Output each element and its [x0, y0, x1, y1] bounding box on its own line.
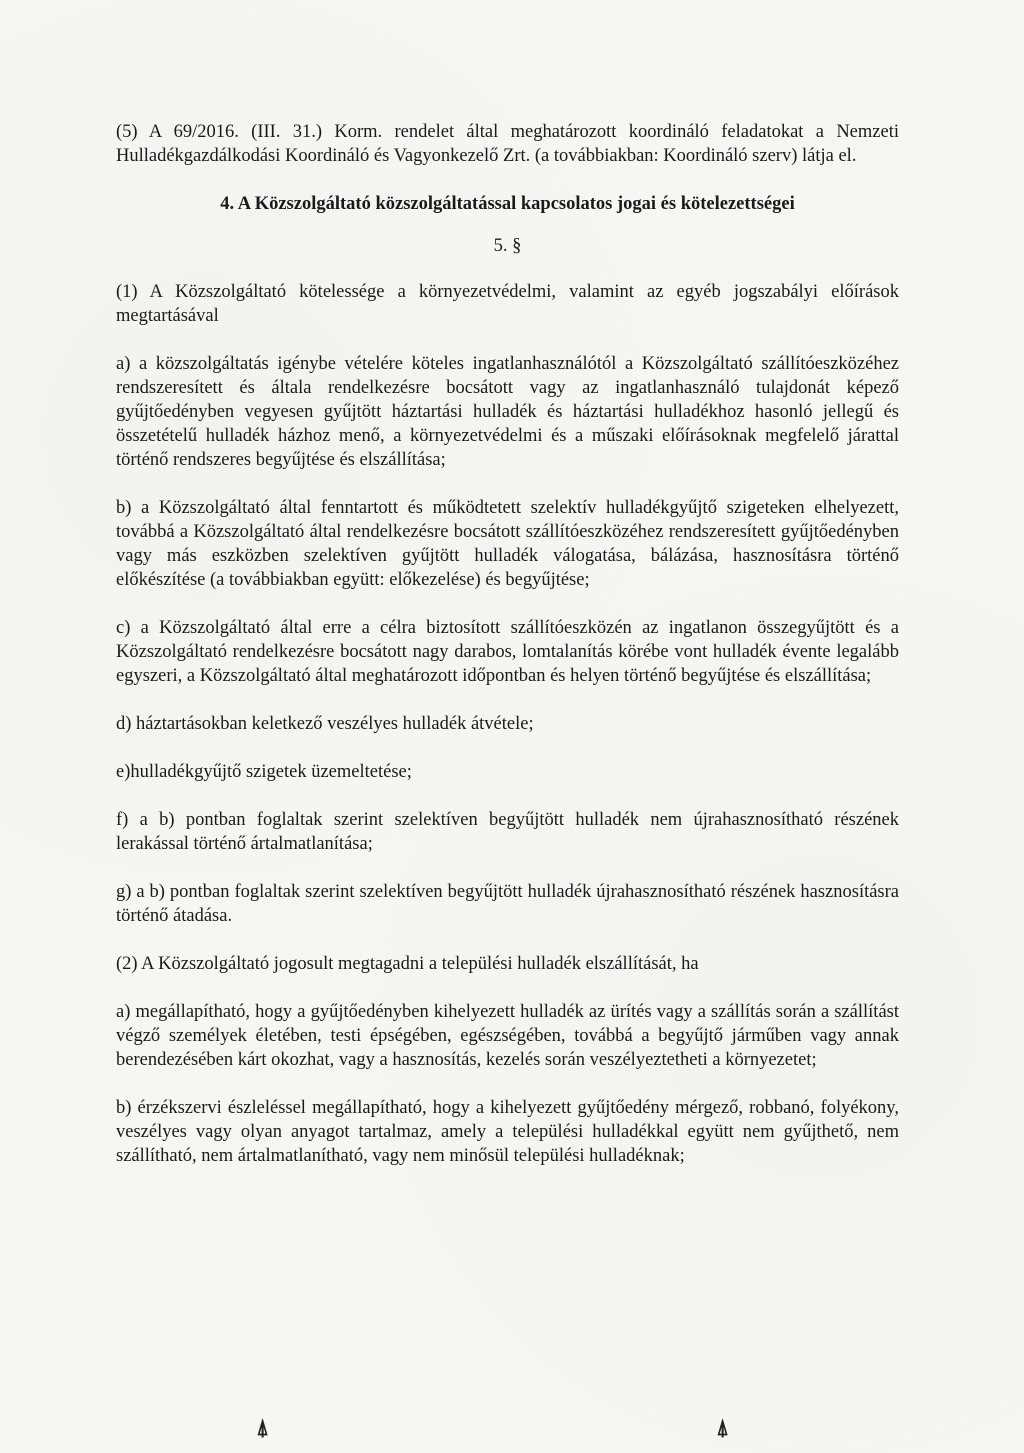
paragraph-1c: c) a Közszolgáltató által erre a célra biztosított szállítóeszközén az ingatlanon összegyűjtött és a Közszolgáltató rendelkezésre bocsátott nagy darabos, lomtalanítás körébe vont hulladék évente legalább egyszeri, a Közszolgáltató által meghatározott időpontban és helyen történő begyűjtése és elszállítása;	[116, 618, 899, 686]
paragraph-1: (1) A Közszolgáltató kötelessége a környezetvédelmi, valamint az egyéb jogszabályi előírások megtartásával	[116, 282, 899, 326]
paragraph-1g: g) a b) pontban foglaltak szerint szelektíven begyűjtött hulladék újrahasznosítható részének hasznosításra történő átadása.	[116, 882, 899, 926]
paragraph-1a: a) a közszolgáltatás igénybe vételére köteles ingatlanhasználótól a Közszolgáltató szállítóeszközéhez rendszeresített és általa rendelkezésre bocsátott vagy az ingatlanhasználó tulajdonát képező gyűjtőedényben vegyesen gyűjtött háztartási hulladék és háztartási hulladékhoz hasonló jellegű és összetételű hulladék házhoz menő, a környezetvédelmi és a műszaki előírásoknak megfelelő járattal történő rendszeres begyűjtése és elszállítása;	[116, 354, 899, 470]
section-number: 5. §	[493, 236, 522, 256]
paragraph-2a: a) megállapítható, hogy a gyűjtőedényben kihelyezett hulladék az ürítés vagy a szállítás során a szállítást végző személyek életében, testi épségében, egészségében, továbbá a begyűjtő járműben vagy annak berendezésében kárt okozhat, vagy a hasznosítás, kezelés során veszélyeztetheti a környezetet;	[116, 1002, 899, 1070]
footer-mark-right: ⍋	[716, 1416, 730, 1441]
paragraph-1d: d) háztartásokban keletkező veszélyes hulladék átvétele;	[116, 714, 534, 734]
paragraph-2: (2) A Közszolgáltató jogosult megtagadni a települési hulladék elszállítását, ha	[116, 954, 699, 974]
paragraph-2b: b) érzékszervi észleléssel megállapítható, hogy a kihelyezett gyűjtőedény mérgező, robbanó, folyékony, veszélyes vagy olyan anyagot tartalmaz, amely a települési hulladékkal együtt nem gyűjthető, nem szállítható, nem ártalmatlanítható, vagy nem minősül települési hulladéknak;	[116, 1098, 899, 1166]
paragraph-1b: b) a Közszolgáltató által fenntartott és működtetett szelektív hulladékgyűjtő szigeteken elhelyezett, továbbá a Közszolgáltató által rendelkezésre bocsátott szállítóeszközéhez rendszeresített gyűjtőedényben vagy más eszközben szelektíven gyűjtött hulladék válogatása, bálázása, hasznosításra történő előkészítése (a továbbiakban együtt: előkezelése) és begyűjtése;	[116, 498, 899, 590]
footer-mark-left: ⍋	[256, 1416, 270, 1441]
document-body	[116, 120, 899, 1192]
paragraph-1f: f) a b) pontban foglaltak szerint szelektíven begyűjtött hulladék nem újrahasznosítható részének lerakással történő ártalmatlanítása;	[116, 810, 899, 854]
section-heading: 4. A Közszolgáltató közszolgáltatással kapcsolatos jogai és kötelezettségei	[220, 194, 795, 214]
paragraph-1e: e)hulladékgyűjtő szigetek üzemeltetése;	[116, 762, 412, 782]
paragraph-5: (5) A 69/2016. (III. 31.) Korm. rendelet által meghatározott koordináló feladatokat a Nemzeti Hulladékgazdálkodási Koordináló és Vagyonkezelő Zrt. (a továbbiakban: Koordináló szerv) látja el.	[116, 122, 899, 166]
